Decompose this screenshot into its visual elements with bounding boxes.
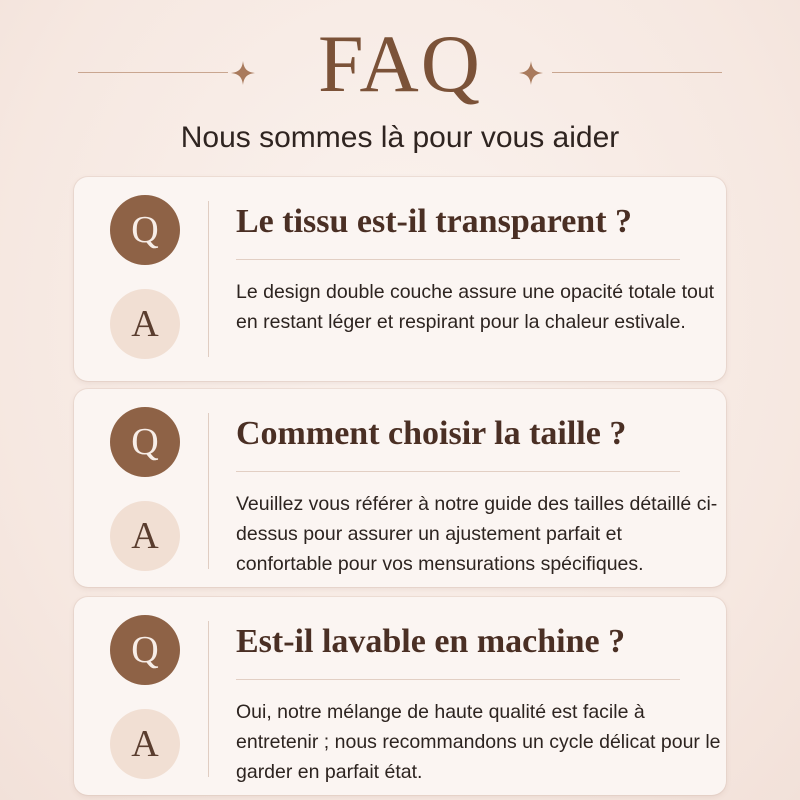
card-divider-horizontal (236, 259, 680, 260)
faq-answer: Oui, notre mélange de haute qualité est facile à entretenir ; nous recommandons un cycle délicat pour le garder en parfait état. (236, 701, 721, 783)
faq-header (0, 0, 800, 170)
question-badge: Q (110, 407, 180, 477)
card-divider-horizontal (236, 679, 680, 680)
question-badge: Q (110, 615, 180, 685)
answer-badge: A (110, 501, 180, 571)
card-divider-horizontal (236, 471, 680, 472)
faq-question: Comment choisir la taille ? (236, 415, 627, 452)
faq-answer: Le design double couche assure une opacité totale tout en restant léger et respirant pour la chaleur estivale. (236, 281, 715, 333)
faq-question: Le tissu est-il transparent ? (236, 203, 633, 240)
faq-card (74, 177, 726, 381)
faq-question: Est-il lavable en machine ? (236, 623, 626, 660)
card-divider-vertical (208, 201, 209, 357)
page-subtitle: Nous sommes là pour vous aider (180, 121, 620, 154)
question-badge: Q (110, 195, 180, 265)
answer-badge: A (110, 289, 180, 359)
page-title: FAQ (318, 18, 482, 109)
faq-answer: Veuillez vous référer à notre guide des tailles détaillé ci-dessus pour assurer un ajustement parfait et confortable pour vos mensurations spécifiques. (236, 493, 718, 575)
faq-card (74, 597, 726, 795)
answer-badge: A (110, 709, 180, 779)
card-divider-vertical (208, 413, 209, 569)
faq-card (74, 389, 726, 587)
card-divider-vertical (208, 621, 209, 777)
header-rule-right (552, 72, 722, 73)
sparkle-icon (518, 60, 544, 86)
